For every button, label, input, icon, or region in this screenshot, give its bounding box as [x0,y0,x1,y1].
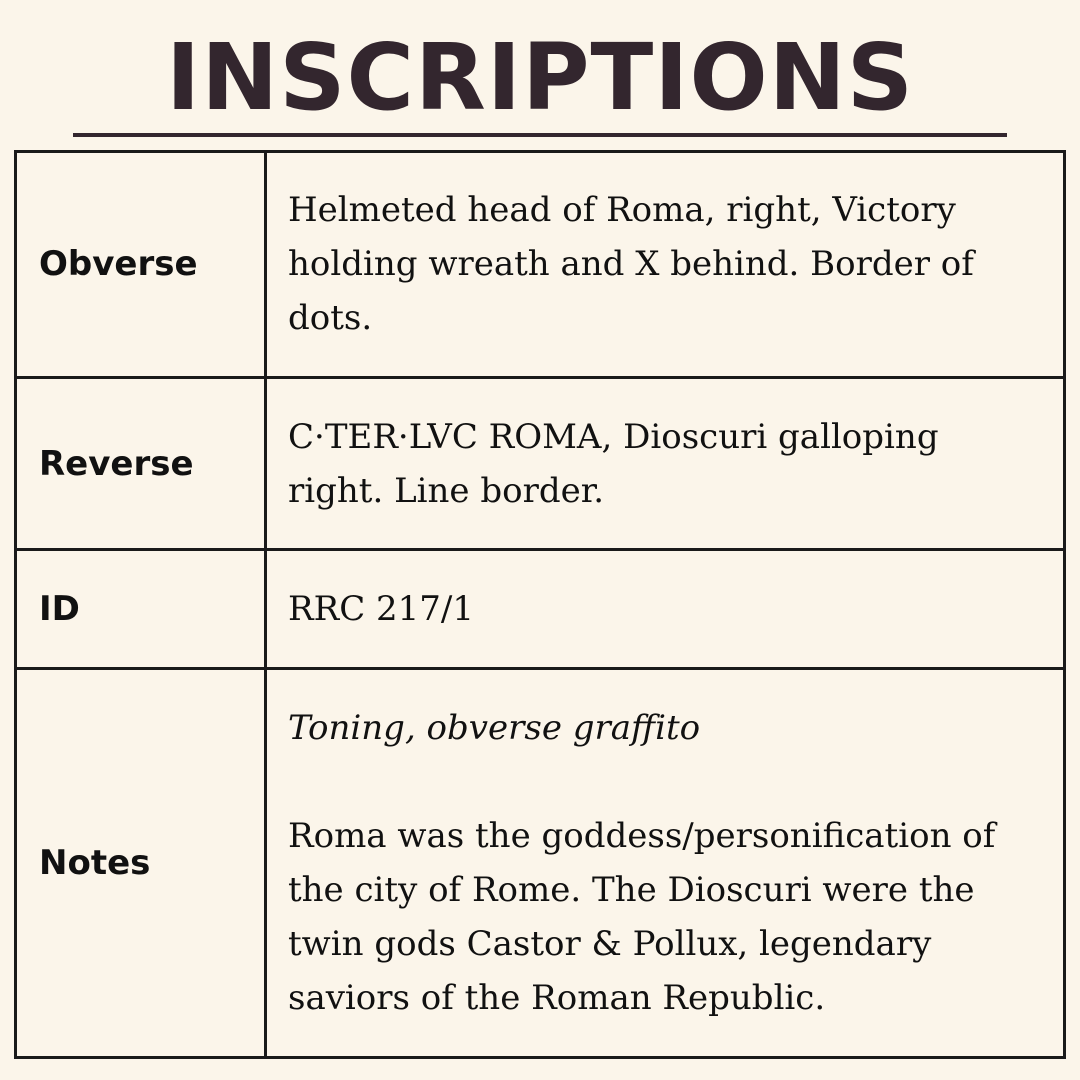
notes-description: Roma was the goddess/personification of the city of Rome. The Dioscuri were the twin gods Castor & Pollux, legendary saviors of the Roman Republic. [288,815,996,1018]
table-row-notes [16,668,1065,1057]
obverse-label: Obverse [16,152,266,378]
title-underline [73,133,1007,137]
notes-label: Notes [16,668,266,1057]
table-row-reverse [16,377,1065,550]
inscriptions-table [14,150,1066,1059]
obverse-value: Helmeted head of Roma, right, Victory holding wreath and X behind. Border of dots. [266,152,1065,378]
notes-condition: Toning, obverse graffito [288,707,701,748]
id-label: ID [16,550,266,668]
notes-value [266,668,1065,1057]
table-row-obverse [16,152,1065,378]
table-row-id [16,550,1065,668]
reverse-value: C·TER·LVC ROMA, Dioscuri galloping right. Line border. [266,377,1065,550]
id-value: RRC 217/1 [266,550,1065,668]
reverse-label: Reverse [16,377,266,550]
page-title: INSCRIPTIONS [166,24,914,131]
